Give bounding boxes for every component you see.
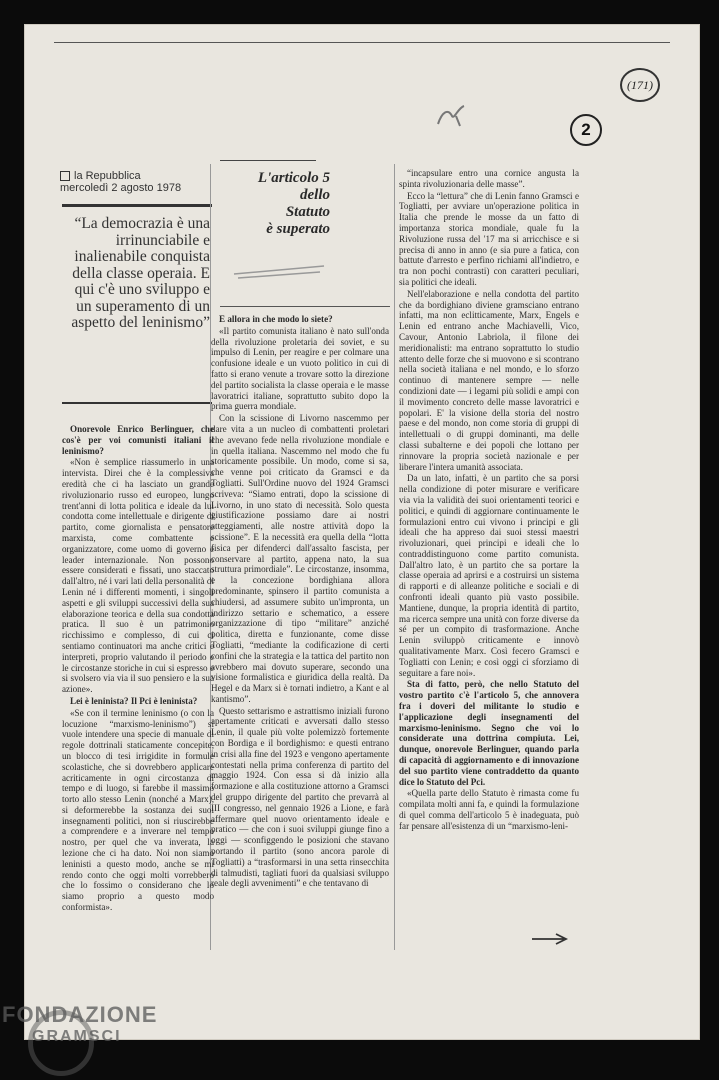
paragraph: “incapsulare entro una cornice angusta la spinta rivoluzionaria delle masse”. bbox=[399, 168, 579, 189]
folder-mark-number: 171 bbox=[631, 78, 649, 92]
ink-smudge bbox=[224, 256, 344, 282]
paragraph: «Non è semplice riassumerlo in una intervista. Direi che è la complessiva eredità che ci ha lasciato un grande rivoluzionario russo ed europeo, lungo trent'anni di lotta politica e ideale da lui condotta come intellettuale e dirigente di partito, come giornalista e pensatore marxista, come combattente e organizzatore, come uomo di governo e leader internazionale. Non possono essere considerati e fissati, uno staccato dall'altro, né i vari lati della personalità di Lenin né i differenti momenti, i singoli aspetti e gli sviluppi successivi della sua elaborazione teorica e della sua condotta pratica. Il suo è un patrimonio ricchissimo e complesso, di cui ci sentiamo continuatori ma anche critici e interpreti, proprio valutando il periodo e le circostanze storiche in cui si espresso e si svolsero via via il suo pensiero e la sua azione». bbox=[62, 457, 214, 695]
paragraph: Questo settarismo e astrattismo iniziali furono apertamente criticati e avversati dallo stesso Lenin, il quale più volte polemizzò fortemente con Bordiga e il bordighismo: e questi entrano in crisi alla fine del 1923 e vengono apertamente contestati nella prima conferenza di partito del maggio 1924. Con essa si dà inizio alla formazione e alla costituzione attorno a Gramsci del gruppo dirigente del partito che prevarrà al III congresso, nel gennaio 1926 a Lione, e farà affermare quel nuovo orientamento ideale e pratico — che con i suoi sviluppi giunge fino a oggi — sconfiggendo le posizioni che stavano portando il partito (sono ancora parole di Togliatti) a “trasformarsi in una setta rinsecchita di talmudisti, tagliati fuori da qualsiasi sviluppo reale degli avvenimenti” e che tentavano di bbox=[211, 705, 389, 889]
paragraph: Da un lato, infatti, è un partito che sa porsi nella condizione di poter misurare e verificare via via la validità dei suoi orientamenti teorici e politici, e quindi di aggiornare continuamente le formulazioni entro cui vivono i principi e gli ideali che ha appreso dai suoi stessi maestri rivoluzionari, quei principi e ideali che lo contraddistinguono come partito comunista. Dall'altro lato, è un partito che sa portare la classe operaia ad aprirsi e a costruirsi un sistema di rapporti e di alleanze politiche e sociali e di confronti ideali quanto più vasto possibile. Mantiene, dunque, la propria identità di partito, ma ricerca sempre una unità con forze diverse da sé per un compito di trasformazione. Anche Lenin sviluppò criticamente e innovò qualitativamente Marx. Così fecero Gramsci e Togliatti con Lenin; e così oggi ci sforziamo di seguitare a fare noi». bbox=[399, 473, 579, 678]
article-title-line: Statuto bbox=[285, 204, 330, 220]
paragraph: Nell'elaborazione e nella condotta del partito che da bordighiano diviene gramsciano entrano infatti, ma non eclitticamente, Marx, Engels e Lenin ed entrano anche Machiavelli, Vico, Cavour, Antonio Labriola, il filone dei meridionalisti: ma entrano soprattutto lo studio attento delle forze che si muovono e si scontrano nella società italiana e nel mondo, e lo sforzo continuo di mantenere sempre — nelle condizioni date — i legami più solidi e ampi con il movimento concreto delle masse lavoratrici e popolari. E' la visione della storia del nostro paese e del mondo, non come storia di gruppi di intellettuali o di gruppi dominanti, ma delle classi subalterne e dei popoli che lottano per rinnovare la propria società nazionale e per liberare l'intera umanità associata. bbox=[399, 288, 579, 472]
paragraph: Ecco la “lettura” che di Lenin fanno Gramsci e Togliatti, per avviare un'operazione politica in Italia che prende le mosse da un fatto di importanza storica mondiale, quale fu la Rivoluzione russa del '17 ma si arricchisce e si precisa di anno in anno (e sia pure a fatica, con battute d'arresto e perfino richiami all'indietro, e tra non pochi contrasti) con caratteri peculiari, sia politici che ideali. bbox=[399, 190, 579, 287]
paragraph: E allora in che modo lo siete? bbox=[219, 314, 333, 324]
watermark-text: GRAMSCI bbox=[32, 1028, 122, 1045]
paragraph: «Il partito comunista italiano è nato sull'onda della rivoluzione proletaria dei soviet, e su impulso di Lenin, per reagire e per colmare una confusione ideale e un vuoto politico in cui di fatto si erano venute a trovare sotto la direzione del partito socialista la classe operaia e le masse lavoratrici italiane, soprattutto subito dopo la prima guerra mondiale. bbox=[211, 325, 389, 412]
paragraph: Lei è leninista? Il Pci è leninista? bbox=[70, 695, 198, 706]
headline-rule bbox=[62, 402, 212, 404]
document-page bbox=[24, 24, 700, 1040]
column-divider bbox=[394, 164, 395, 950]
headline: “La democrazia è una irrinunciabile e inalienabile conquista della classe operaia. E qui c'è uno sviluppo e un superamento di un aspetto del leninismo” bbox=[71, 215, 210, 331]
column-left bbox=[62, 424, 214, 914]
column-rule bbox=[220, 306, 390, 307]
column-middle bbox=[211, 314, 389, 890]
article-title bbox=[220, 170, 330, 238]
paragraph: «Se con il termine leninismo (o con la locuzione “marxismo-leninismo”) si vuole intendere una specie di manuale di regole dottrinali staticamente concepite, un blocco di tesi irrigidite in formule scolastiche, che si dovrebbero applicare acriticamente in ogni circostanza di tempo e di luogo, si farebbe il massimo torto allo stesso Lenin (nonché a Marx), si deformerebbe la sostanza dei suoi insegnamenti politici, non si riuscirebbe a comprendere e a inverare nel tempo nostro, per quel che va inverata, la lezione che ci ha dato. Noi non siamo leninisti a questo modo, anche se mi rendo conto che oggi molti vorrebbero che lo fossimo o considerano che lo siamo proprio a questo modo conformista». bbox=[62, 707, 214, 913]
article-title-line: dello bbox=[300, 187, 330, 203]
newspaper-source: la Repubblica bbox=[74, 170, 141, 182]
top-rule bbox=[54, 42, 670, 43]
paragraph: Con la scissione di Livorno nascemmo per dare vita a un nucleo di combattenti proletari che avevano fede nella rivoluzione mondiale e in quella italiana. Nascemmo nel modo che fu storicamente possibile. Un modo, come si sa, che venne poi criticato da Gramsci e da Togliatti. Sull'Ordine nuovo del 1924 Gramsci scriveva: “Siamo entrati, dopo la scissione di Livorno, in uno stato di necessità. Solo questa giustificazione possiamo dare ai nostri atteggiamenti, alle nostre attività dopo la scissione”. E la necessità era quella della “lotta fisica per difenderci dall'assalto fascista, per conservare al partito, appena nato, la sua struttura primordiale”. Le circostanze, insomma, e la concezione bordighiana allora predominante, spinsero il partito comunista a chiudersi, ad assumere subito un'impronta, un indirizzo settario e schematico, a essere organizzazione di tipo “militare” anziché politica, diretta e funzionante, come disse Togliatti, “mediante la codificazione di certi confini che la strategia e la tattica del partito non avrebbero mai dovuto superare, secondo una visione formalistica e giuridica della realtà. Da Hegel e da Marx si è tornati indietro, a Kant e al kantismo”. bbox=[211, 413, 389, 704]
newspaper-date: mercoledì 2 agosto 1978 bbox=[60, 182, 182, 194]
column-right bbox=[399, 168, 579, 833]
paragraph: Sta di fatto, però, che nello Statuto del vostro partito c'è l'articolo 5, che annovera fra i doveri del militante lo studio e l'applicazione degli insegnamenti del marxismo-leninismo. Segno che voi lo considerate una dottrina compiuta. Lei, dunque, onorevole Berlinguer, quando parla di capacità di aggiornamento e di innovazione del suo partito viene contraddetto da quanto dice lo Statuto del Pci. bbox=[399, 679, 579, 787]
newspaper-header bbox=[60, 170, 210, 194]
header-rule bbox=[62, 204, 212, 207]
folder-mark: (171) bbox=[620, 68, 660, 102]
title-rule bbox=[220, 160, 316, 161]
article-title-line: L'articolo 5 bbox=[257, 170, 330, 186]
checkbox-icon bbox=[60, 171, 70, 181]
paragraph: Onorevole Enrico Berlinguer, che cos'è per voi comunisti italiani il leninismo? bbox=[62, 424, 214, 456]
article-title-line: è superato bbox=[266, 221, 330, 237]
handwritten-scribble bbox=[434, 102, 474, 128]
arrow-right-icon bbox=[530, 932, 570, 946]
page-number: 2 bbox=[570, 114, 602, 146]
paragraph: «Quella parte dello Statuto è rimasta come fu compilata molti anni fa, e quindi la formulazione di quel comma dell'articolo 5 è inadeguata, può far pensare all'esistenza di un “marxismo-leni- bbox=[399, 788, 579, 831]
watermark-text: FONDAZIONE bbox=[2, 1002, 158, 1027]
